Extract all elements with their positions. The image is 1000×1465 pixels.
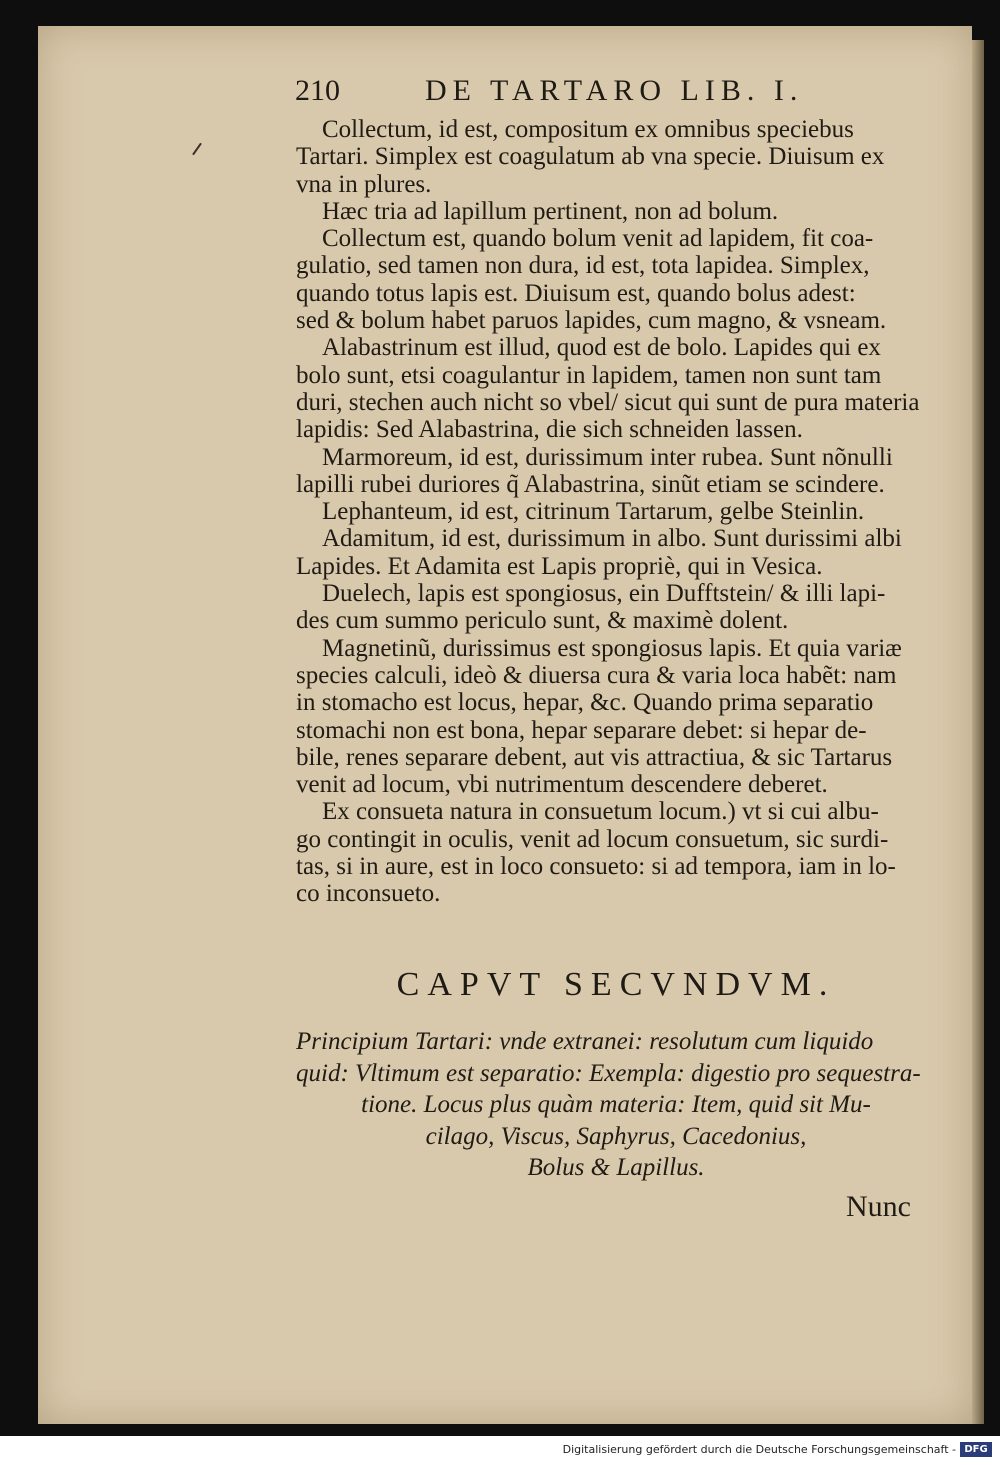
summary-line: tione. Locus plus quàm materia: Item, quid sit Mu- xyxy=(361,1091,871,1118)
text-line: Ex consueta natura in consuetum locum.) vt si cui albu- xyxy=(322,798,879,826)
text-line: lapilli rubei duriores q̃ Alabastrina, sinũt etiam se scindere. xyxy=(296,470,885,498)
text-line: Duelech, lapis est spongiosus, ein Dufftstein/ & illi lapi- xyxy=(322,580,886,608)
page-number: 210 xyxy=(295,74,340,107)
text-line: Hæc tria ad lapillum pertinent, non ad bolum. xyxy=(322,197,779,225)
text-line: stomachi non est bona, hepar separare debet: si hepar de- xyxy=(296,716,867,744)
body-text xyxy=(296,116,936,908)
text-line: Collectum est, quando bolum venit ad lapidem, fit coa- xyxy=(322,225,874,253)
text-line: tas, si in aure, est in loco consueto: si ad tempora, iam in lo- xyxy=(296,853,896,881)
summary-line: Bolus & Lapillus. xyxy=(527,1154,705,1181)
text-line: go contingit in oculis, venit ad locum consuetum, sic surdi- xyxy=(296,825,889,853)
running-title: DE TARTARO LIB. I. xyxy=(425,74,804,107)
text-line: lapidis: Sed Alabastrina, die sich schneiden lassen. xyxy=(296,416,803,444)
text-line: co inconsueto. xyxy=(296,880,441,908)
text-line: bolo sunt, etsi coagulantur in lapidem, tamen non sunt tam xyxy=(296,361,882,389)
funding-notice: Digitalisierung gefördert durch die Deutsche Forschungsgemeinschaft - xyxy=(562,1443,956,1456)
text-line: sed & bolum habet paruos lapides, cum magno, & vsneam. xyxy=(296,307,887,335)
catchword: Nunc xyxy=(846,1190,911,1223)
summary-line: quid: Vltimum est separatio: Exempla: digestio pro sequestra- xyxy=(296,1059,921,1087)
text-line: Magnetinũ, durissimus est spongiosus lapis. Et quia variæ xyxy=(322,634,902,662)
text-line: Adamitum, id est, durissimum in albo. Sunt durissimi albi xyxy=(322,525,902,553)
text-line: species calculi, ideò & diuersa cura & varia loca habẽt: nam xyxy=(296,661,897,689)
chapter-summary xyxy=(296,1026,936,1184)
summary-line: Principium Tartari: vnde extranei: resolutum cum liquido xyxy=(296,1028,874,1055)
text-line: Collectum, id est, compositum ex omnibus speciebus xyxy=(322,116,854,143)
text-line: Alabastrinum est illud, quod est de bolo. Lapides qui ex xyxy=(322,334,881,362)
text-line: venit ad locum, vbi nutrimentum descendere deberet. xyxy=(296,771,828,799)
dfg-logo-icon: DFG xyxy=(960,1442,992,1457)
text-line: Marmoreum, id est, durissimum inter rubea. Sunt nõnulli xyxy=(322,443,893,471)
text-line: Lapides. Et Adamita est Lapis propriè, qui in Vesica. xyxy=(296,552,823,580)
footer-bar xyxy=(0,1436,1000,1465)
text-line: bile, renes separare debent, aut vis attractiua, & sic Tartarus xyxy=(296,743,893,771)
text-line: quando totus lapis est. Diuisum est, quando bolus adest: xyxy=(296,279,856,307)
text-line: Lephanteum, id est, citrinum Tartarum, gelbe Steinlin. xyxy=(322,498,865,526)
page-edge xyxy=(972,40,984,1424)
text-line: gulatio, sed tamen non dura, id est, tota lapidea. Simplex, xyxy=(296,252,870,280)
chapter-heading: CAPVT SECVNDVM. xyxy=(396,966,836,1003)
page-header xyxy=(295,74,935,114)
text-line: des cum summo periculo sunt, & maximè dolent. xyxy=(296,607,789,635)
summary-line: cilago, Viscus, Saphyrus, Cacedonius, xyxy=(425,1122,807,1150)
text-line: in stomacho est locus, hepar, &c. Quando prima separatio xyxy=(296,689,874,717)
text-line: duri, stechen auch nicht so vbel/ sicut qui sunt de pura materia xyxy=(296,388,920,416)
text-line: Tartari. Simplex est coagulatum ab vna specie. Diuisum ex xyxy=(296,143,885,171)
text-line: vna in plures. xyxy=(296,170,432,198)
